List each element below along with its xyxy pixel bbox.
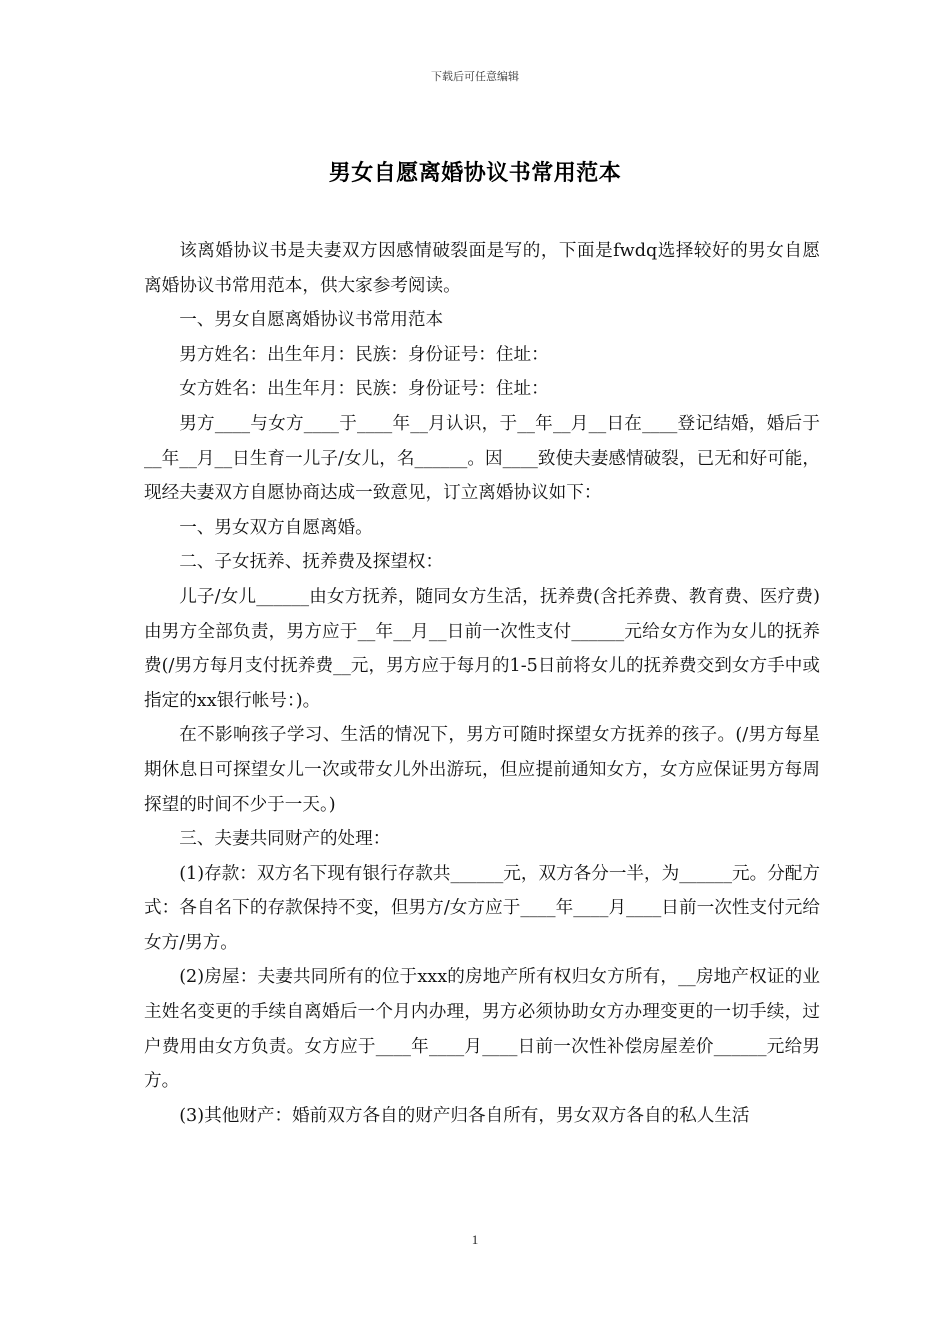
other-property-paragraph: (3)其他财产：婚前双方各自的财产归各自所有，男女双方各自的私人生活 <box>179 1105 750 1126</box>
visitation-paragraph: 在不影响孩子学习、生活的情况下，男方可随时探望女方抚养的孩子。(/男方每星期休息日可探望女儿一次或带女儿外出游玩，但应提前通知女方，女方应保证男方每周探望的时间不少于一天。) <box>144 725 820 815</box>
clause-3-heading: 三、夫妻共同财产的处理： <box>179 829 391 850</box>
intro-paragraph: 该离婚协议书是夫妻双方因感情破裂面是写的，下面是fwdq选择较好的男女自愿离婚协议书常用范本，供大家参考阅读。 <box>144 241 820 296</box>
document-title: 男女自愿离婚协议书常用范本 <box>328 160 622 186</box>
document-body <box>144 234 820 1133</box>
house-paragraph: (2)房屋：夫妻共同所有的位于xxx的房地产所有权归女方所有，__房地产权证的业主姓名变更的手续自离婚后一个月内办理，男方必须协助女方办理变更的一切手续，过户费用由女方负责。女方应于____年____月____日前一次性补偿房屋差价______元给男方。 <box>144 967 820 1092</box>
clause-2-heading: 二、子女抚养、抚养费及探望权： <box>179 552 444 573</box>
page-number: 1 <box>471 1232 479 1247</box>
male-info-line: 男方姓名：出生年月：民族：身份证号：住址： <box>179 344 549 365</box>
clause-1: 一、男女双方自愿离婚。 <box>179 517 373 538</box>
section-heading: 一、男女自愿离婚协议书常用范本 <box>179 310 444 331</box>
page-header: 下载后可任意编辑 <box>431 70 519 83</box>
child-support-paragraph: 儿子/女儿______由女方抚养，随同女方生活，抚养费(含托养费、教育费、医疗费)由男方全部负责，男方应于__年__月__日前一次性支付______元给女方作为女儿的抚养费(/男方每月支付抚养费__元，男方应于每月的1-5日前将女儿的抚养费交到女方手中或指定的xx银行帐号：)。 <box>144 586 820 711</box>
marriage-paragraph: 男方____与女方____于____年__月认识，于__年__月__日在____登记结婚，婚后于__年__月__日生育一儿子/女儿，名______。因____致使夫妻感情破裂，已无和好可能，现经夫妻双方自愿协商达成一致意见，订立离婚协议如下： <box>144 413 820 504</box>
female-info-line: 女方姓名：出生年月：民族：身份证号：住址： <box>179 379 549 400</box>
savings-paragraph: (1)存款：双方名下现有银行存款共______元，双方各分一半，为______元。分配方式：各自名下的存款保持不变，但男方/女方应于____年____月____日前一次性支付元给女方/男方。 <box>144 863 820 953</box>
